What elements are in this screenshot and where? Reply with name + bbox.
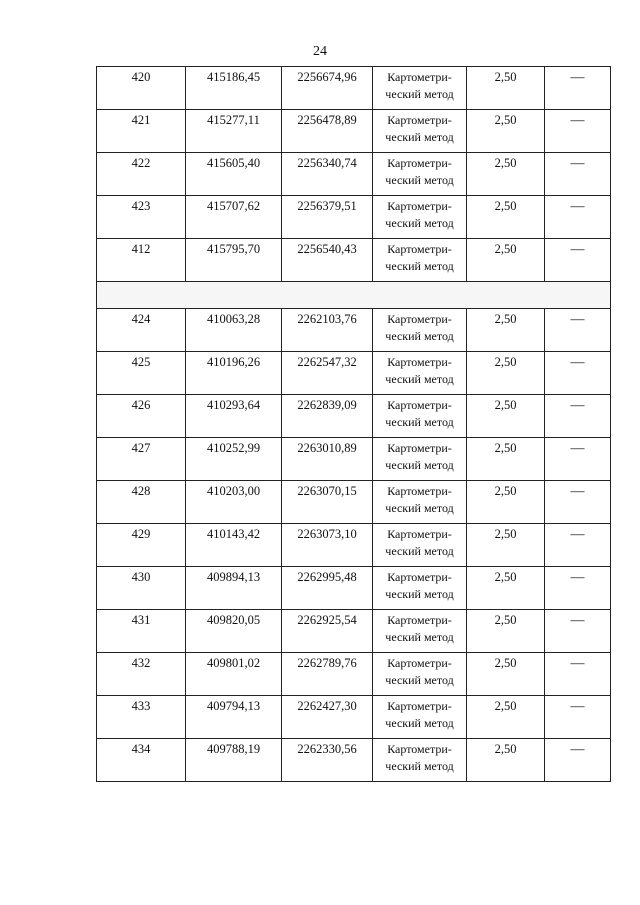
precision-cell: 2,50 (467, 524, 545, 567)
point-number-cell: 412 (97, 239, 186, 282)
point-number-cell: 434 (97, 739, 186, 782)
table-row (97, 239, 611, 282)
point-number-cell: 424 (97, 309, 186, 352)
method-line-2: ческий метод (385, 415, 454, 429)
x-coordinate-cell: 409801,02 (186, 653, 282, 696)
point-number-cell: 421 (97, 110, 186, 153)
precision-cell: 2,50 (467, 567, 545, 610)
method-line-1: Картометри- (387, 441, 452, 455)
point-number-cell: 427 (97, 438, 186, 481)
description-cell: — (545, 481, 611, 524)
description-cell: — (545, 696, 611, 739)
precision-cell: 2,50 (467, 395, 545, 438)
method-line-2: ческий метод (385, 458, 454, 472)
y-coordinate-cell: 2262925,54 (282, 610, 373, 653)
table-row (97, 196, 611, 239)
description-cell: — (545, 352, 611, 395)
description-cell: — (545, 739, 611, 782)
y-coordinate-cell: 2256540,43 (282, 239, 373, 282)
y-coordinate-cell: 2256379,51 (282, 196, 373, 239)
y-coordinate-cell: 2262789,76 (282, 653, 373, 696)
method-line-1: Картометри- (387, 113, 452, 127)
method-line-2: ческий метод (385, 259, 454, 273)
y-coordinate-cell: 2262995,48 (282, 567, 373, 610)
x-coordinate-cell: 415795,70 (186, 239, 282, 282)
method-cell (373, 438, 467, 481)
x-coordinate-cell: 410143,42 (186, 524, 282, 567)
method-line-1: Картометри- (387, 199, 452, 213)
x-coordinate-cell: 410063,28 (186, 309, 282, 352)
point-number-cell: 431 (97, 610, 186, 653)
method-line-2: ческий метод (385, 630, 454, 644)
method-cell (373, 653, 467, 696)
table-row (97, 153, 611, 196)
description-cell: — (545, 524, 611, 567)
method-cell (373, 610, 467, 653)
precision-cell: 2,50 (467, 352, 545, 395)
precision-cell: 2,50 (467, 309, 545, 352)
description-cell: — (545, 239, 611, 282)
section-separator-row (97, 282, 611, 309)
point-number-cell: 422 (97, 153, 186, 196)
y-coordinate-cell: 2256340,74 (282, 153, 373, 196)
method-line-2: ческий метод (385, 501, 454, 515)
precision-cell: 2,50 (467, 67, 545, 110)
coordinates-table (96, 66, 611, 782)
method-cell (373, 481, 467, 524)
table-row (97, 610, 611, 653)
method-line-2: ческий метод (385, 759, 454, 773)
x-coordinate-cell: 415707,62 (186, 196, 282, 239)
y-coordinate-cell: 2262330,56 (282, 739, 373, 782)
method-line-1: Картометри- (387, 355, 452, 369)
x-coordinate-cell: 415277,11 (186, 110, 282, 153)
y-coordinate-cell: 2263070,15 (282, 481, 373, 524)
precision-cell: 2,50 (467, 739, 545, 782)
method-cell (373, 239, 467, 282)
precision-cell: 2,50 (467, 610, 545, 653)
y-coordinate-cell: 2263073,10 (282, 524, 373, 567)
method-cell (373, 352, 467, 395)
method-line-1: Картометри- (387, 156, 452, 170)
description-cell: — (545, 567, 611, 610)
description-cell: — (545, 309, 611, 352)
method-line-1: Картометри- (387, 570, 452, 584)
y-coordinate-cell: 2256674,96 (282, 67, 373, 110)
method-cell (373, 567, 467, 610)
point-number-cell: 432 (97, 653, 186, 696)
method-line-1: Картометри- (387, 398, 452, 412)
table-row (97, 524, 611, 567)
description-cell: — (545, 196, 611, 239)
table-row (97, 309, 611, 352)
description-cell: — (545, 67, 611, 110)
table-row (97, 438, 611, 481)
table-row (97, 481, 611, 524)
method-line-1: Картометри- (387, 527, 452, 541)
method-cell (373, 110, 467, 153)
precision-cell: 2,50 (467, 153, 545, 196)
x-coordinate-cell: 409788,19 (186, 739, 282, 782)
x-coordinate-cell: 410203,00 (186, 481, 282, 524)
x-coordinate-cell: 415186,45 (186, 67, 282, 110)
x-coordinate-cell: 415605,40 (186, 153, 282, 196)
method-cell (373, 67, 467, 110)
description-cell: — (545, 110, 611, 153)
table-row (97, 739, 611, 782)
method-line-2: ческий метод (385, 587, 454, 601)
x-coordinate-cell: 409794,13 (186, 696, 282, 739)
point-number-cell: 430 (97, 567, 186, 610)
method-line-1: Картометри- (387, 70, 452, 84)
method-line-1: Картометри- (387, 699, 452, 713)
point-number-cell: 420 (97, 67, 186, 110)
point-number-cell: 428 (97, 481, 186, 524)
y-coordinate-cell: 2262547,32 (282, 352, 373, 395)
y-coordinate-cell: 2256478,89 (282, 110, 373, 153)
precision-cell: 2,50 (467, 196, 545, 239)
description-cell: — (545, 610, 611, 653)
method-line-2: ческий метод (385, 173, 454, 187)
precision-cell: 2,50 (467, 438, 545, 481)
method-line-1: Картометри- (387, 484, 452, 498)
description-cell: — (545, 153, 611, 196)
method-cell (373, 309, 467, 352)
method-line-2: ческий метод (385, 216, 454, 230)
method-line-1: Картометри- (387, 242, 452, 256)
precision-cell: 2,50 (467, 239, 545, 282)
precision-cell: 2,50 (467, 110, 545, 153)
method-cell (373, 739, 467, 782)
method-line-1: Картометри- (387, 742, 452, 756)
table-row (97, 696, 611, 739)
method-line-1: Картометри- (387, 312, 452, 326)
method-line-2: ческий метод (385, 544, 454, 558)
y-coordinate-cell: 2262839,09 (282, 395, 373, 438)
description-cell: — (545, 438, 611, 481)
method-line-2: ческий метод (385, 130, 454, 144)
table-row (97, 67, 611, 110)
x-coordinate-cell: 410196,26 (186, 352, 282, 395)
point-number-cell: 423 (97, 196, 186, 239)
method-cell (373, 153, 467, 196)
method-line-2: ческий метод (385, 716, 454, 730)
precision-cell: 2,50 (467, 481, 545, 524)
page-number: 24 (313, 44, 327, 59)
coordinates-table-body (97, 67, 611, 782)
y-coordinate-cell: 2262427,30 (282, 696, 373, 739)
method-line-2: ческий метод (385, 329, 454, 343)
method-line-1: Картометри- (387, 656, 452, 670)
description-cell: — (545, 653, 611, 696)
x-coordinate-cell: 410252,99 (186, 438, 282, 481)
point-number-cell: 426 (97, 395, 186, 438)
table-row (97, 395, 611, 438)
point-number-cell: 433 (97, 696, 186, 739)
precision-cell: 2,50 (467, 653, 545, 696)
separator-cell (97, 282, 611, 309)
method-line-2: ческий метод (385, 673, 454, 687)
x-coordinate-cell: 409894,13 (186, 567, 282, 610)
table-row (97, 653, 611, 696)
method-line-2: ческий метод (385, 87, 454, 101)
x-coordinate-cell: 409820,05 (186, 610, 282, 653)
method-cell (373, 524, 467, 567)
method-line-2: ческий метод (385, 372, 454, 386)
table-row (97, 352, 611, 395)
method-cell (373, 395, 467, 438)
method-cell (373, 196, 467, 239)
point-number-cell: 429 (97, 524, 186, 567)
precision-cell: 2,50 (467, 696, 545, 739)
table-row (97, 110, 611, 153)
y-coordinate-cell: 2263010,89 (282, 438, 373, 481)
method-cell (373, 696, 467, 739)
method-line-1: Картометри- (387, 613, 452, 627)
x-coordinate-cell: 410293,64 (186, 395, 282, 438)
point-number-cell: 425 (97, 352, 186, 395)
y-coordinate-cell: 2262103,76 (282, 309, 373, 352)
description-cell: — (545, 395, 611, 438)
table-row (97, 567, 611, 610)
